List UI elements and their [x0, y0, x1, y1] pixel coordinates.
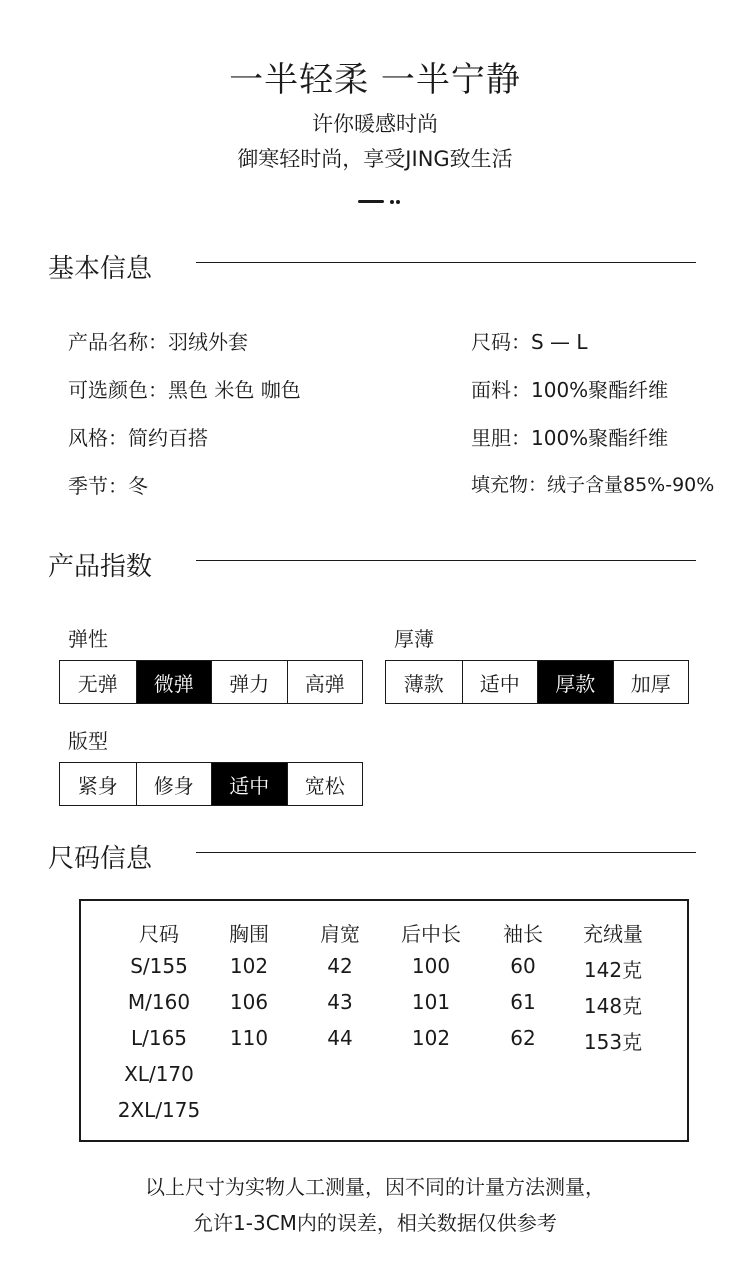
subtitle-line-2: 御寒轻时尚，享受JING致生活 — [237, 147, 513, 171]
size-table-cell: XL/170 — [124, 1062, 194, 1086]
divider-bar — [358, 200, 384, 203]
page-title: 一半轻柔 一半宁静 — [229, 60, 521, 100]
size-table-cell: 60 — [510, 954, 536, 978]
size-table-cell: 100 — [411, 954, 451, 978]
elasticity-selector — [59, 660, 363, 704]
size-table-cell: 153克 — [583, 1030, 643, 1054]
size-table-cell: 2XL/175 — [117, 1098, 201, 1122]
size-table-cell: 62 — [510, 1026, 536, 1050]
size-table-header: 胸围 — [229, 922, 269, 946]
info-filling: 填充物：绒子含量85%-90% — [471, 474, 715, 496]
info-fabric: 面料：100%聚酯纤维 — [471, 378, 669, 402]
footnote-line-2: 允许1-3CM内的误差，相关数据仅供参考 — [193, 1211, 557, 1235]
fit-selector — [59, 762, 363, 806]
size-table-header: 充绒量 — [583, 922, 643, 946]
section-divider — [196, 560, 696, 561]
thickness-label: 厚薄 — [394, 627, 434, 651]
thickness-option: 加厚 — [613, 661, 689, 703]
size-table-header: 后中长 — [401, 922, 461, 946]
size-table-header: 袖长 — [503, 922, 543, 946]
decorative-divider — [358, 199, 408, 207]
size-table-cell: 102 — [411, 1026, 451, 1050]
size-table-cell: 42 — [327, 954, 353, 978]
info-lining: 里胆：100%聚酯纤维 — [471, 426, 669, 450]
size-table — [79, 899, 689, 1142]
footnote-line-1: 以上尺寸为实物人工测量，因不同的计量方法测量， — [145, 1175, 605, 1199]
info-season: 季节：冬 — [68, 474, 148, 498]
fit-label: 版型 — [68, 729, 108, 753]
elasticity-label: 弹性 — [68, 627, 108, 651]
elasticity-option: 弹力 — [211, 661, 287, 703]
divider-dot — [390, 200, 394, 204]
fit-option-selected: 适中 — [211, 763, 287, 805]
divider-dot — [396, 200, 400, 204]
section-title-product-index: 产品指数 — [48, 552, 153, 582]
size-table-cell: M/160 — [127, 990, 191, 1014]
size-table-cell: 61 — [510, 990, 536, 1014]
section-title-basic-info: 基本信息 — [48, 254, 153, 284]
size-table-cell: 44 — [327, 1026, 353, 1050]
section-divider — [196, 262, 696, 263]
size-table-cell: S/155 — [130, 954, 188, 978]
fit-option: 宽松 — [287, 763, 363, 805]
size-table-cell: 148克 — [583, 994, 643, 1018]
size-table-cell: 142克 — [583, 958, 643, 982]
thickness-selector — [385, 660, 689, 704]
elasticity-option: 高弹 — [287, 661, 363, 703]
size-table-cell: 102 — [229, 954, 269, 978]
size-table-cell: L/165 — [130, 1026, 188, 1050]
size-table-cell: 101 — [411, 990, 451, 1014]
subtitle-line-1: 许你暖感时尚 — [312, 112, 438, 136]
fit-option: 紧身 — [60, 763, 136, 805]
fit-option: 修身 — [136, 763, 212, 805]
thickness-option: 适中 — [462, 661, 538, 703]
section-divider — [196, 852, 696, 853]
info-size-range: 尺码：S — L — [471, 330, 588, 354]
thickness-option-selected: 厚款 — [537, 661, 613, 703]
info-colors: 可选颜色：黑色 米色 咖色 — [68, 378, 301, 402]
elasticity-option-selected: 微弹 — [136, 661, 212, 703]
size-table-cell: 110 — [229, 1026, 269, 1050]
thickness-option: 薄款 — [386, 661, 462, 703]
size-table-cell: 106 — [229, 990, 269, 1014]
section-title-size-info: 尺码信息 — [48, 844, 153, 874]
size-table-cell: 43 — [327, 990, 353, 1014]
info-style: 风格：简约百搭 — [68, 426, 208, 450]
size-table-header: 肩宽 — [320, 922, 360, 946]
size-table-header: 尺码 — [139, 922, 179, 946]
elasticity-option: 无弹 — [60, 661, 136, 703]
info-product-name: 产品名称：羽绒外套 — [68, 330, 248, 354]
